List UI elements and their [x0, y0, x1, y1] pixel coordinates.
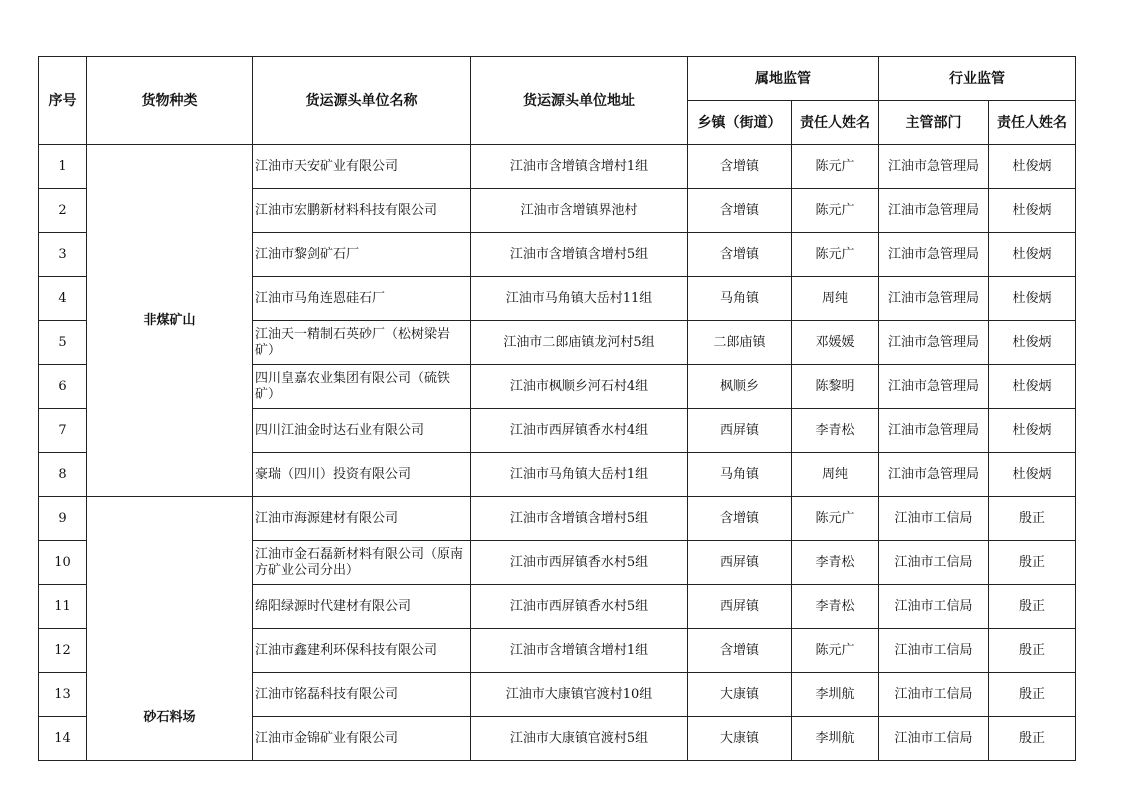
- cell-seq: 8: [39, 453, 87, 497]
- cell-unit-address: 江油市枫顺乡河石村4组: [471, 365, 688, 409]
- cell-local-person: 李圳航: [792, 717, 879, 761]
- cell-unit-address: 江油市二郎庙镇龙河村5组: [471, 321, 688, 365]
- cell-unit-address: 江油市含增镇含增村5组: [471, 497, 688, 541]
- cell-township: 含增镇: [688, 145, 792, 189]
- cell-township: 含增镇: [688, 233, 792, 277]
- cell-seq: 2: [39, 189, 87, 233]
- cell-unit-name: 江油市鑫建利环保科技有限公司: [253, 629, 471, 673]
- header-township: 乡镇（街道）: [688, 101, 792, 145]
- cell-township: 含增镇: [688, 497, 792, 541]
- header-industry-person: 责任人姓名: [989, 101, 1076, 145]
- cell-township: 大康镇: [688, 673, 792, 717]
- cell-local-person: 邓媛媛: [792, 321, 879, 365]
- cell-township: 马角镇: [688, 453, 792, 497]
- cell-unit-name: 江油市天安矿业有限公司: [253, 145, 471, 189]
- cell-unit-address: 江油市含增镇含增村1组: [471, 145, 688, 189]
- category-gravel-yard: 砂石料场: [87, 497, 253, 761]
- cell-dept: 江油市急管理局: [879, 453, 989, 497]
- cell-unit-address: 江油市含增镇界池村: [471, 189, 688, 233]
- cell-local-person: 陈元广: [792, 629, 879, 673]
- cell-unit-address: 江油市西屏镇香水村5组: [471, 585, 688, 629]
- cell-dept: 江油市急管理局: [879, 233, 989, 277]
- header-unit-address: 货运源头单位地址: [471, 57, 688, 145]
- header-cargo-type: 货物种类: [87, 57, 253, 145]
- cell-unit-name: 江油市铭磊科技有限公司: [253, 673, 471, 717]
- cell-township: 西屏镇: [688, 541, 792, 585]
- cell-township: 西屏镇: [688, 585, 792, 629]
- cell-unit-name: 江油市海源建材有限公司: [253, 497, 471, 541]
- cell-seq: 14: [39, 717, 87, 761]
- cell-unit-address: 江油市西屏镇香水村5组: [471, 541, 688, 585]
- cell-local-person: 陈元广: [792, 189, 879, 233]
- cell-township: 大康镇: [688, 717, 792, 761]
- cell-township: 含增镇: [688, 629, 792, 673]
- cell-seq: 4: [39, 277, 87, 321]
- cell-industry-person: 杜俊炳: [989, 233, 1076, 277]
- cell-seq: 5: [39, 321, 87, 365]
- cell-local-person: 李青松: [792, 585, 879, 629]
- cell-local-person: 陈黎明: [792, 365, 879, 409]
- cell-unit-name: 江油市宏鹏新材料科技有限公司: [253, 189, 471, 233]
- cell-seq: 12: [39, 629, 87, 673]
- cell-local-person: 陈元广: [792, 145, 879, 189]
- cell-dept: 江油市急管理局: [879, 409, 989, 453]
- cell-dept: 江油市急管理局: [879, 145, 989, 189]
- cell-dept: 江油市工信局: [879, 585, 989, 629]
- cell-unit-address: 江油市含增镇含增村1组: [471, 629, 688, 673]
- cell-township: 枫顺乡: [688, 365, 792, 409]
- header-industry-supervision: 行业监管: [879, 57, 1076, 101]
- cell-industry-person: 殷正: [989, 497, 1076, 541]
- cell-unit-name: 绵阳绿源时代建材有限公司: [253, 585, 471, 629]
- cell-unit-address: 江油市马角镇大岳村11组: [471, 277, 688, 321]
- cell-unit-address: 江油市大康镇官渡村5组: [471, 717, 688, 761]
- cell-industry-person: 殷正: [989, 541, 1076, 585]
- cell-industry-person: 杜俊炳: [989, 145, 1076, 189]
- cell-dept: 江油市工信局: [879, 717, 989, 761]
- cell-industry-person: 杜俊炳: [989, 189, 1076, 233]
- cell-unit-address: 江油市含增镇含增村5组: [471, 233, 688, 277]
- header-local-supervision: 属地监管: [688, 57, 879, 101]
- header-row-top: [39, 57, 1076, 101]
- cell-dept: 江油市工信局: [879, 673, 989, 717]
- cell-dept: 江油市工信局: [879, 497, 989, 541]
- cell-industry-person: 杜俊炳: [989, 277, 1076, 321]
- cell-seq: 6: [39, 365, 87, 409]
- header-dept: 主管部门: [879, 101, 989, 145]
- cell-unit-name: 四川皇嘉农业集团有限公司（硫铁矿）: [253, 365, 471, 409]
- cell-dept: 江油市急管理局: [879, 277, 989, 321]
- cell-seq: 11: [39, 585, 87, 629]
- cell-seq: 9: [39, 497, 87, 541]
- cell-dept: 江油市工信局: [879, 541, 989, 585]
- cell-industry-person: 杜俊炳: [989, 409, 1076, 453]
- cell-unit-name: 江油市金锦矿业有限公司: [253, 717, 471, 761]
- cell-local-person: 周纯: [792, 453, 879, 497]
- cell-unit-name: 江油市黎剑矿石厂: [253, 233, 471, 277]
- cell-local-person: 周纯: [792, 277, 879, 321]
- cell-local-person: 陈元广: [792, 497, 879, 541]
- cell-industry-person: 杜俊炳: [989, 365, 1076, 409]
- cell-unit-name: 江油市金石磊新材料有限公司（原南方矿业公司分出）: [253, 541, 471, 585]
- header-local-person: 责任人姓名: [792, 101, 879, 145]
- cell-dept: 江油市急管理局: [879, 189, 989, 233]
- cell-seq: 7: [39, 409, 87, 453]
- table-row: [39, 145, 1076, 189]
- cell-township: 西屏镇: [688, 409, 792, 453]
- cell-industry-person: 殷正: [989, 717, 1076, 761]
- cell-unit-name: 四川江油金时达石业有限公司: [253, 409, 471, 453]
- cell-seq: 3: [39, 233, 87, 277]
- cell-township: 二郎庙镇: [688, 321, 792, 365]
- cell-industry-person: 殷正: [989, 585, 1076, 629]
- category-non-coal-mine: 非煤矿山: [87, 145, 253, 497]
- cell-seq: 10: [39, 541, 87, 585]
- cell-unit-address: 江油市西屏镇香水村4组: [471, 409, 688, 453]
- header-unit-name: 货运源头单位名称: [253, 57, 471, 145]
- cell-seq: 13: [39, 673, 87, 717]
- cell-local-person: 李青松: [792, 541, 879, 585]
- cell-unit-name: 江油市马角连恩硅石厂: [253, 277, 471, 321]
- cell-local-person: 李圳航: [792, 673, 879, 717]
- cell-local-person: 李青松: [792, 409, 879, 453]
- cell-township: 含增镇: [688, 189, 792, 233]
- cell-unit-address: 江油市大康镇官渡村10组: [471, 673, 688, 717]
- cell-local-person: 陈元广: [792, 233, 879, 277]
- cell-dept: 江油市工信局: [879, 629, 989, 673]
- cell-seq: 1: [39, 145, 87, 189]
- cargo-source-table: [38, 56, 1076, 761]
- cell-dept: 江油市急管理局: [879, 365, 989, 409]
- cell-unit-name: 豪瑞（四川）投资有限公司: [253, 453, 471, 497]
- cell-industry-person: 殷正: [989, 673, 1076, 717]
- cell-industry-person: 殷正: [989, 629, 1076, 673]
- table-row: [39, 497, 1076, 541]
- cell-industry-person: 杜俊炳: [989, 321, 1076, 365]
- cell-unit-name: 江油天一精制石英砂厂（松树梁岩矿）: [253, 321, 471, 365]
- cell-township: 马角镇: [688, 277, 792, 321]
- cell-unit-address: 江油市马角镇大岳村1组: [471, 453, 688, 497]
- header-seq: 序号: [39, 57, 87, 145]
- cell-dept: 江油市急管理局: [879, 321, 989, 365]
- cell-industry-person: 杜俊炳: [989, 453, 1076, 497]
